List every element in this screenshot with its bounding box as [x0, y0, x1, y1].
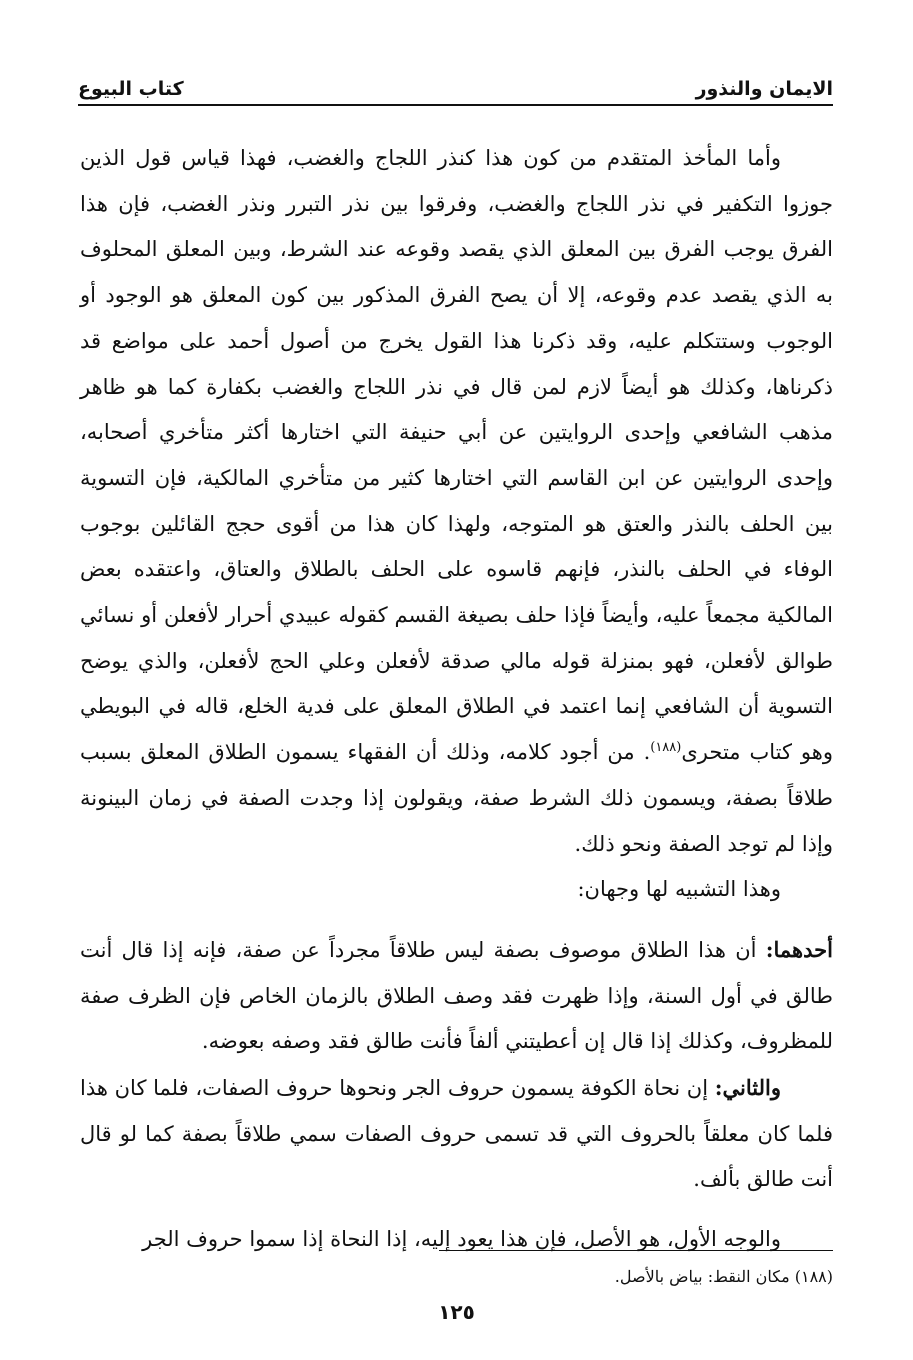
paragraph-3-text: أن هذا الطلاق موصوف بصفة ليس طلاقاً مجرداً عن صفة، فإنه إذا قال أنت طالق في أول السنة، وإذا ظهرت فقد وصف الطلاق بالزمان الخاص فإن الظرف صفة للمظروف، وكذلك إذا قال إن أعطيتني ألفاً فأنت طالق فقد وصفه بعوضه.: [80, 937, 833, 1054]
paragraph-3: [80, 927, 833, 1065]
footnote-rule: [439, 1250, 833, 1251]
footnote-ref-188: (١٨٨): [650, 740, 682, 756]
paragraph-4: [80, 1065, 833, 1203]
paragraph-1-end: . من أجود كلامه، وذلك أن الفقهاء يسمون الطلاق المعلق بسبب طلاقاً بصفة، ويسمون ذلك الشرط صفة، ويقولون إذا وجدت الصفة في زمان البينونة وإذا لم توجد الصفة ونحو ذلك.: [80, 740, 833, 856]
main-text: [80, 136, 833, 1263]
header-rule: [78, 104, 833, 106]
page-number: ١٢٥: [438, 1300, 475, 1324]
header-chapter-title: الايمان والنذور: [695, 78, 833, 100]
paragraph-4-term: والثاني:: [714, 1075, 781, 1101]
paragraph-2: وهذا التشبيه لها وجهان:: [577, 877, 781, 902]
paragraph-4-text: إن نحاة الكوفة يسمون حروف الجر ونحوها حروف الصفات، فلما كان هذا فلما كان معلقاً بالحروف التي قد تسمى حروف الصفات سمي طلاقاً بصفة كما لو قال أنت طالق بألف.: [80, 1076, 833, 1192]
running-header: [78, 70, 833, 100]
header-book-title: كتاب البيوع: [78, 78, 184, 100]
paragraph-5: والوجه الأول، هو الأصل، فإن هذا يعود إليه، إذا النحاة إذا سموا حروف الجر: [142, 1227, 781, 1252]
paragraph-3-term: أحدهما:: [765, 936, 833, 962]
paragraph-1: [80, 136, 833, 867]
paragraph-1-text: وأما المأخذ المتقدم من كون هذا كنذر اللجاج والغضب، فهذا قياس قول الذين جوزوا التكفير في نذر اللجاج والغضب، وفرقوا بين نذر التبرر ونذر الغضب، فإن هذا الفرق يوجب الفرق بين المعلق الذي يقصد وقوعه عند الشرط، وبين المعلق المحلوف به الذي يقصد عدم وقوعه، إلا أن يصح الفرق المذكور بين كون المعلق هو الوجود أو الوجوب وستتكلم عليه، وقد ذكرنا هذا القول يخرج من أصول أحمد على مواضع قد ذكرناها، وكذلك هو أيضاً لازم لمن قال في نذر اللجاج والغضب بكفارة كما هو ظاهر مذهب الشافعي وإحدى الروايتين عن أبي حنيفة التي اختارها أكثر متأخري أصحابه، وإحدى الروايتين عن ابن القاسم التي اختارها كثير من متأخري المالكية، فإن التسوية بين الحلف بالنذر والعتق هو المتوجه، ولهذا كان هذا من أقوى حجج القائلين بوجوب الوفاء في الحلف بالنذر، فإنهم قاسوه على الحلف بالطلاق والعتاق، واعتقده بعض المالكية مجمعاً عليه، وأيضاً فإذا حلف بصيغة القسم كقوله عبيدي أحرار لأفعلن أو نسائي طوالق لأفعلن، فهو بمنزلة قوله مالي صدقة لأفعلن وعلي الحج لأفعلن، والذي يوضح التسوية أن الشافعي إنما اعتمد في الطلاق المعلق على فدية الخلع، قاله في البويطي وهو كتاب متحرى: [80, 146, 833, 765]
footnote-188: (١٨٨) مكان النقط: بياض بالأصل.: [614, 1267, 833, 1286]
